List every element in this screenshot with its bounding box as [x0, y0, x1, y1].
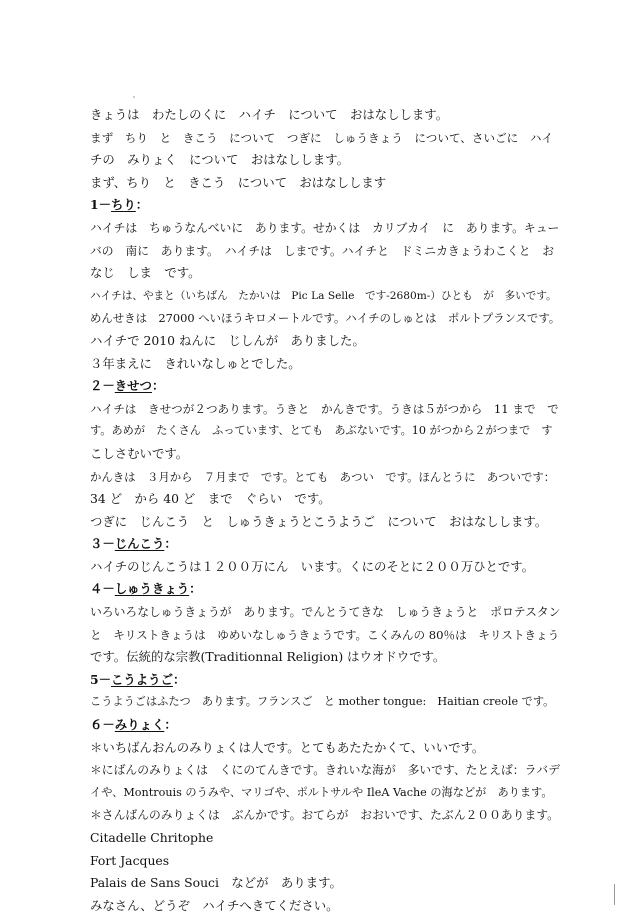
- section-heading: [90, 533, 560, 556]
- text-line: めんせきは 27000 へいほうキロメートルです。ハイチのしゅとは ポルトプランスです。: [90, 311, 561, 326]
- section-number: ４－: [90, 581, 115, 597]
- text-line: す。あめが たくさん ふっています、とても あぶないです。10 がつから２がつまで す: [90, 424, 553, 438]
- text-line: ハイチのじんこうは１２００万にん います。くにのそとに２００万ひとです。: [90, 558, 535, 574]
- text-line: 34 ど から 40 ど まで ぐらい です。: [90, 491, 331, 507]
- section-colon: ：: [189, 581, 202, 597]
- text-line: みなさん、どうぞ ハイチへきてください。: [90, 897, 339, 913]
- text-line: ハイチは、やまと（いちばん たかいは Pic La Selle です-2680m-）ひとも が 多いです。: [90, 289, 557, 302]
- section-title: しゅうきょう: [114, 581, 190, 597]
- section-number: ３－: [90, 536, 115, 552]
- section-title: みりょく: [114, 717, 165, 733]
- scan-edge-mark: [614, 884, 615, 905]
- text-line: ＊にばんのみりょくは くにのてんきです。きれいな海が 多いです、たとえば：ラバデ: [90, 763, 560, 778]
- text-line: ハイチで 2010 ねんに じしんが ありました。: [90, 332, 365, 348]
- text-line: ハイチは ちゅうなんべいに あります。せかくは カリブカイ に あります。キュー: [90, 220, 560, 235]
- text-line: ＊さんばんのみりょくは ぶんかです。おてらが おおいです、たぶん２００あります。: [90, 808, 559, 823]
- section-heading: [90, 194, 560, 217]
- text-line: Palais de Sans Souci などが あります。: [90, 875, 342, 891]
- section-title: こうようご: [111, 671, 173, 687]
- section-title: ちり: [111, 197, 136, 213]
- section-colon: ：: [164, 717, 177, 733]
- text-line: と キリストきょうは ゆめいなしゅうきょうです。こくみんの 80％は キリストきょう: [90, 627, 560, 642]
- section-heading: [90, 375, 560, 398]
- text-line: イや、Montrouis のうみや、マリゴや、ポルトサルや IleA Vache の海などが あります。: [90, 785, 553, 799]
- section-colon: ：: [164, 536, 177, 552]
- text-line: いろいろなしゅうきょうが あります。でんとうてきな しゅうきょうと ポロテスタン: [90, 605, 561, 620]
- text-line: バの 南に あります。 ハイチは しまです。ハイチと ドミニカきょうわこくと お: [90, 243, 555, 258]
- section-colon: ：: [135, 197, 149, 213]
- text-line: かんきは ３月から ７月まで です。とても あつい です。ほんとうに あついです：: [90, 469, 556, 484]
- text-line: Fort Jacques: [90, 852, 170, 868]
- text-line: つぎに じんこう と しゅうきょうとこうようご について おはなしします。: [90, 513, 548, 529]
- document-body: [90, 104, 560, 917]
- section-number: ２－: [90, 378, 115, 394]
- section-heading: [90, 669, 560, 692]
- text-line: ＊いちばんおんのみりょくは人です。とてもあたたかくて、いいです。: [90, 739, 485, 755]
- text-line: です。伝統的な宗教(Traditionnal Religion) はウオドウです。: [90, 649, 446, 665]
- section-number: ６－: [90, 717, 115, 733]
- section-colon: ：: [172, 671, 186, 687]
- text-line: チの みりょく について おはなしします。: [90, 152, 349, 168]
- text-line: こうようごはふたつ あります。フランスご と mother tongue: Haitian creole です。: [90, 695, 555, 709]
- text-line: まず ちり と きこう について つぎに しゅうきょう について、さいごに ハイ: [90, 130, 554, 145]
- text-line: きょうは わたしのくに ハイチ について おはなしします。: [90, 107, 449, 122]
- section-title: じんこう: [114, 536, 165, 552]
- section-title: きせつ: [114, 378, 152, 394]
- scan-speck: [133, 96, 135, 98]
- text-line: Citadelle Chritophe: [90, 830, 214, 845]
- text-line: なじ しま です。: [90, 265, 201, 281]
- text-line: こしさむいです。: [90, 445, 189, 461]
- section-heading: [90, 714, 560, 737]
- section-number: 1－: [90, 197, 112, 213]
- section-number: 5－: [90, 671, 112, 687]
- text-line: ハイチは きせつが２つあります。うきと かんきです。うきは５がつから 11 まで で: [90, 401, 559, 416]
- text-line: まず、ちり と きこう について おはなしします: [90, 174, 387, 190]
- section-colon: ：: [151, 378, 165, 394]
- text-line: ３年まえに きれいなしゅとでした。: [90, 355, 301, 371]
- section-heading: [90, 578, 560, 601]
